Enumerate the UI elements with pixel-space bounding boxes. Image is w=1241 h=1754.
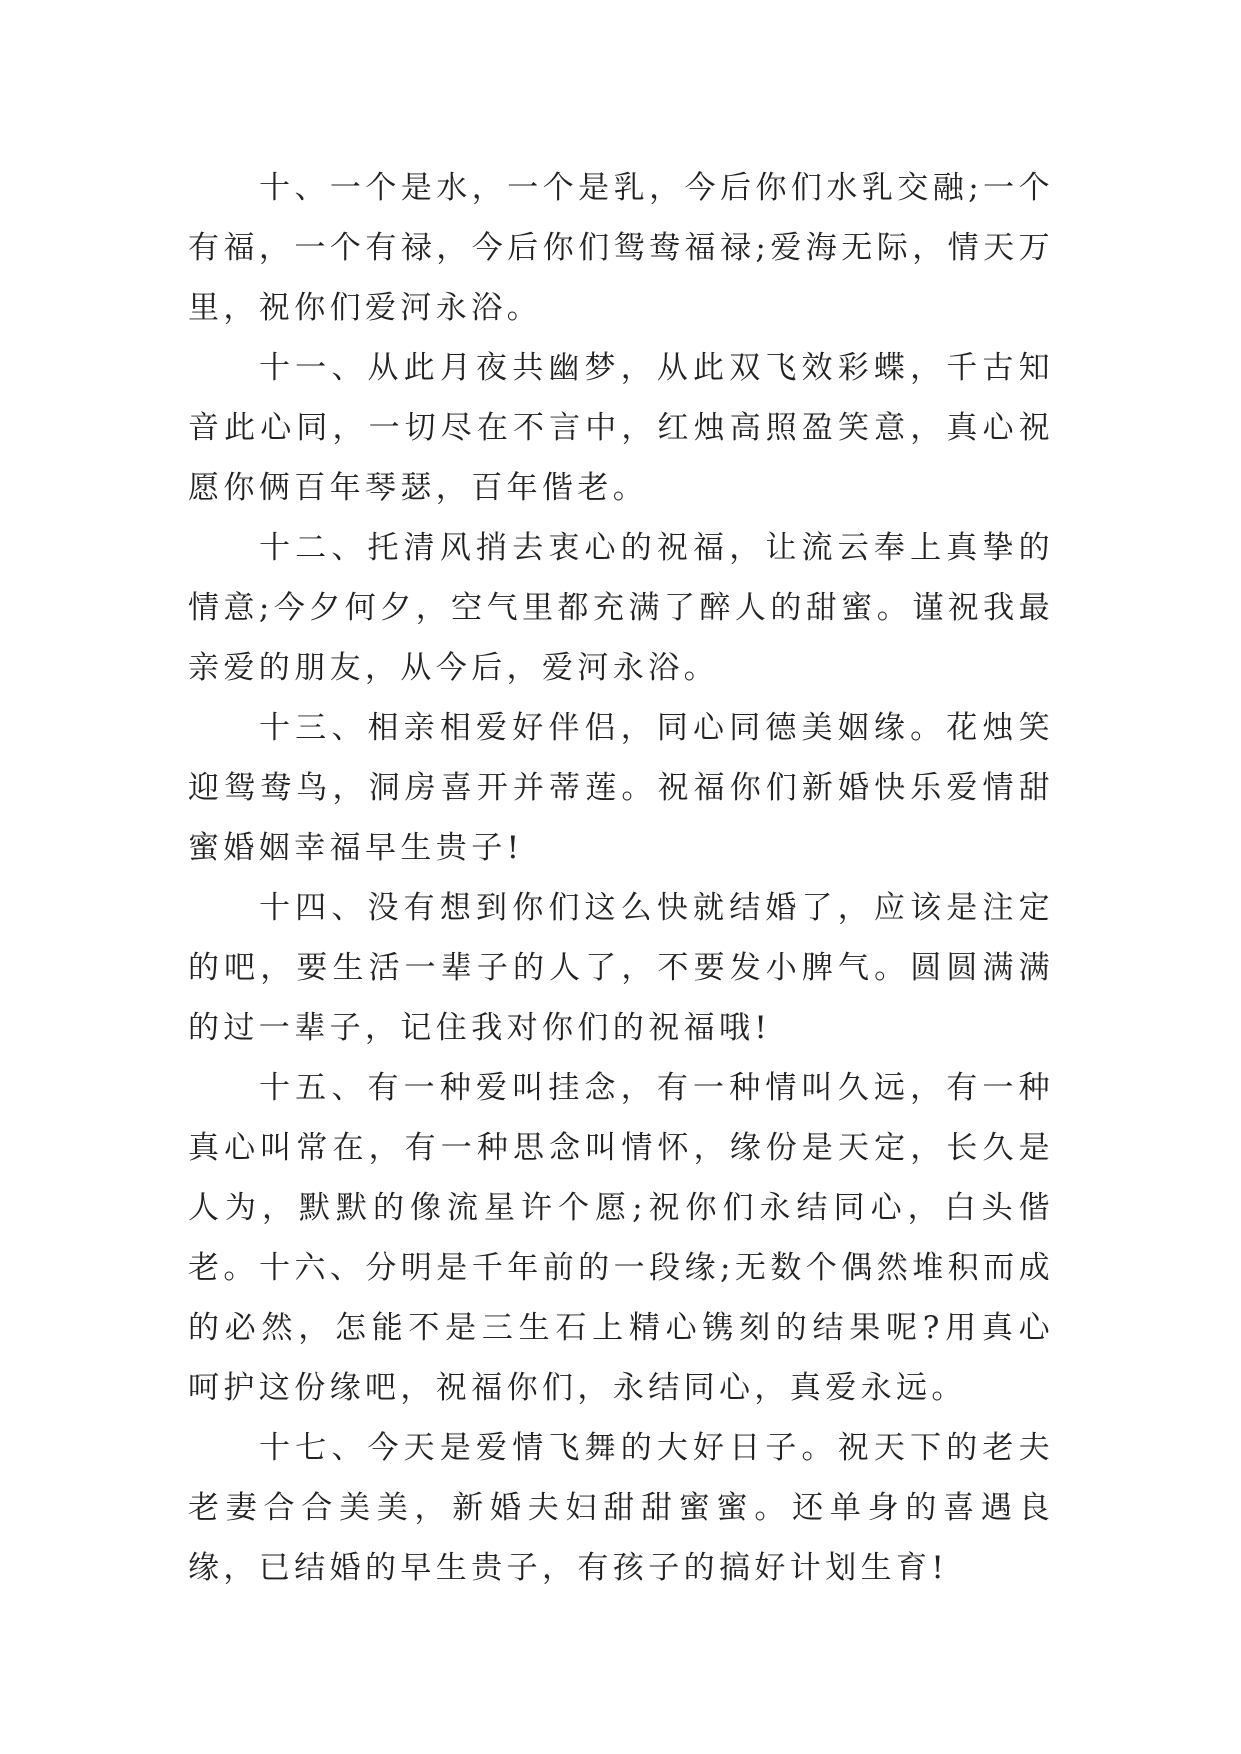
paragraph-12: 十二、托清风捎去衷心的祝福，让流云奉上真挚的情意;今夕何夕，空气里都充满了醉人的甜蜜。谨祝我最亲爱的朋友，从今后，爱河永浴。 xyxy=(188,530,1054,686)
paragraph-17: 十七、今天是爱情飞舞的大好日子。祝天下的老夫老妻合合美美，新婚夫妇甜甜蜜蜜。还单身的喜遇良缘，已结婚的早生贵子，有孩子的搞好计划生育! xyxy=(188,1430,1054,1586)
paragraph-16: 十六、分明是千年前的一段缘;无数个偶然堆积而成的必然，怎能不是三生石上精心镌刻的结果呢?用真心呵护这份缘吧，祝福你们，永结同心，真爱永远。 xyxy=(188,1250,1054,1406)
paragraph-14: 十四、没有想到你们这么快就结婚了，应该是注定的吧，要生活一辈子的人了，不要发小脾气。圆圆满满的过一辈子，记住我对你们的祝福哦! xyxy=(188,890,1054,1046)
paragraph-10: 十、一个是水，一个是乳，今后你们水乳交融;一个有福，一个有禄，今后你们鸳鸯福禄;爱海无际，情天万里，祝你们爱河永浴。 xyxy=(188,170,1054,326)
document-body xyxy=(188,158,1054,1598)
paragraph-11: 十一、从此月夜共幽梦，从此双飞效彩蝶，千古知音此心同，一切尽在不言中，红烛高照盈笑意，真心祝愿你俩百年琴瑟，百年偕老。 xyxy=(188,350,1054,506)
paragraph-15: 十五、有一种爱叫挂念，有一种情叫久远，有一种真心叫常在，有一种思念叫情怀，缘份是天定，长久是人为，默默的像流星许个愿;祝你们永结同心，白头偕老。 xyxy=(188,1070,1054,1286)
paragraph-13: 十三、相亲相爱好伴侣，同心同德美姻缘。花烛笑迎鸳鸯鸟，洞房喜开并蒂莲。祝福你们新婚快乐爱情甜蜜婚姻幸福早生贵子! xyxy=(188,710,1054,866)
